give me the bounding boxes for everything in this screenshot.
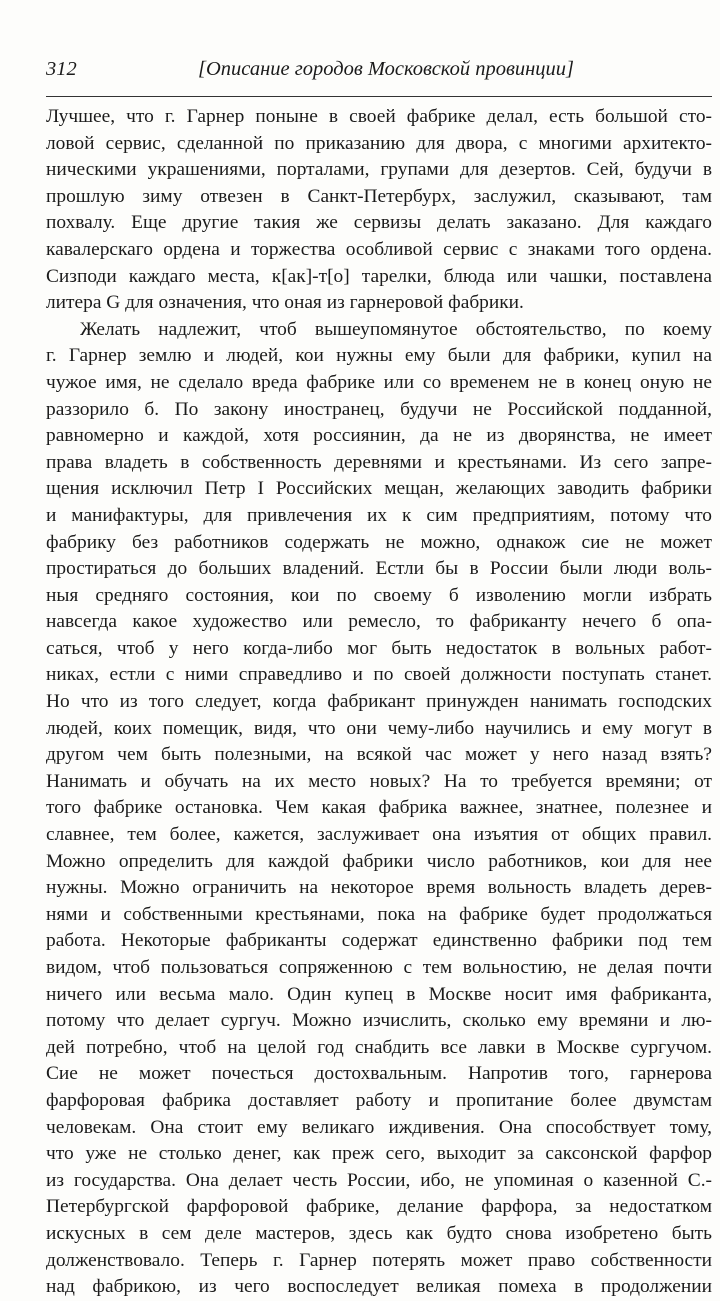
text-line: никах, естли с ними справедливо и по своей должности поступать станет. xyxy=(46,664,712,686)
text-line: простираться до больших владений. Естли бы в России были люди воль- xyxy=(46,558,712,580)
page-number: 312 xyxy=(46,58,77,80)
text-line: работа. Некоторые фабриканты содержат единственно фабрики под тем xyxy=(46,930,712,952)
text-line: ничего или весьма мало. Один купец в Москве носит имя фабриканта, xyxy=(46,983,712,1005)
text-line: Сизподи каждаго места, к[ак]-т[о] тарелки, блюда или чашки, поставлена xyxy=(46,265,712,287)
text-line: ническими украшениями, порталами, групами для дезертов. Сей, будучи в xyxy=(46,159,712,181)
text-line: что уже не столько денег, как преж сего, выходит за саксонской фарфор xyxy=(46,1143,712,1165)
text-line: литера G для означения, что оная из гарнеровой фабрики. xyxy=(46,292,524,314)
text-line: и манифактуры, для привлечения их к сим предприятиям, потому что xyxy=(46,504,712,526)
text-line: Лучшее, что г. Гарнер поныне в своей фабрике делал, есть большой сто- xyxy=(46,106,712,127)
running-title: [Описание городов Московской провинции] xyxy=(198,58,575,80)
text-line: Нанимать и обучать на их место новых? На то требуется времяни; от xyxy=(46,770,712,792)
text-line: Желать надлежит, чтоб вышеупомянутое обстоятельство, по коему xyxy=(80,318,712,340)
text-line: чужое имя, не сделало вреда фабрике или со временем не в конец оную не xyxy=(46,371,712,393)
text-line: видом, чтоб пользоваться сопряженною с тем вольностию, не делая почти xyxy=(46,957,712,978)
text-line: дей потребно, чтоб на целой год снабдить все лавки в Москве сургучом. xyxy=(46,1036,712,1058)
text-line: искусных в сем деле мастеров, здесь как будто снова изобретено быть xyxy=(46,1222,712,1244)
text-line: Сие не может почесться достохвальным. Напротив того, гарнерова xyxy=(46,1063,712,1085)
header-rule xyxy=(46,96,712,97)
text-line: кавалерскаго ордена и торжества особливой сервис с знаками того ордена. xyxy=(46,238,712,260)
text-line: нужны. Можно ограничить на некоторое время вольность владеть дерев- xyxy=(46,877,712,899)
text-line: потому что делает сургуч. Можно изчислить, сколько ему времяни и лю- xyxy=(46,1010,712,1032)
text-line: над фабрикою, из чего воспоследует великая помеха в продолжении xyxy=(46,1276,712,1298)
text-line: Можно определить для каждой фабрики число работников, кои для нее xyxy=(46,850,712,872)
text-line: ныя средняго состояния, кои по своему б изволению могли избрать xyxy=(46,584,712,606)
text-line: людей, коих помещик, видя, что они чему-либо научились и ему могут в xyxy=(46,717,712,739)
text-line: прошлую зиму отвезен в Санкт-Петербурх, заслужил, сказывают, там xyxy=(46,185,712,207)
text-line: долженствовало. Теперь г. Гарнер потерять может право собственности xyxy=(46,1249,712,1271)
text-line: навсегда какое художество или ремесло, то фабриканту нечего б опа- xyxy=(46,611,712,633)
text-line: похвалу. Еще другие такия же сервизы делать заказано. Для каждаго xyxy=(46,212,712,234)
text-line: Петербургской фарфоровой фабрике, делание фарфора, за недостатком xyxy=(46,1196,712,1218)
text-line: фабрику без работников содержать не можно, однакож сие не может xyxy=(46,531,712,553)
text-line: того фабрике остановка. Чем какая фабрика важнее, знатнее, полезнее и xyxy=(46,797,712,819)
text-line: раззорило б. По закону иностранец, будучи не Российской подданной, xyxy=(46,398,712,420)
text-line: человекам. Она стоит ему великаго иждивения. Она способствует тому, xyxy=(46,1116,712,1138)
text-line: ловой сервис, сделанной по приказанию для двора, с многими архитекто- xyxy=(46,132,712,154)
text-line: нями и собственными крестьянами, пока на фабрике будет продолжаться xyxy=(46,903,712,925)
text-line: славнее, тем более, кажется, заслуживает она изъятия от общих правил. xyxy=(46,824,712,846)
text-line: другом чем быть полезными, на всякой час может у него назад взять? xyxy=(46,744,712,766)
text-line: фарфоровая фабрика доставляет работу и пропитание более двумстам xyxy=(46,1089,712,1111)
text-line: саться, чтоб у него когда-либо мог быть недостаток в вольных работ- xyxy=(46,637,712,659)
text-line: Но что из того следует, когда фабрикант принужден нанимать господских xyxy=(46,691,712,713)
text-line: из государства. Она делает честь России, ибо, не упоминая о казенной С.- xyxy=(46,1169,712,1191)
text-line: г. Гарнер землю и людей, кои нужны ему были для фабрики, купил на xyxy=(46,345,712,367)
text-line: равномерно и каждой, хотя россиянин, да не из дворянства, не имеет xyxy=(46,425,712,447)
body-text xyxy=(46,104,712,1301)
text-line: права владеть в собственность деревнями и крестьянами. Из сего запре- xyxy=(46,451,712,473)
text-line: щения исключил Петр I Российских мещан, желающих заводить фабрики xyxy=(46,478,712,500)
